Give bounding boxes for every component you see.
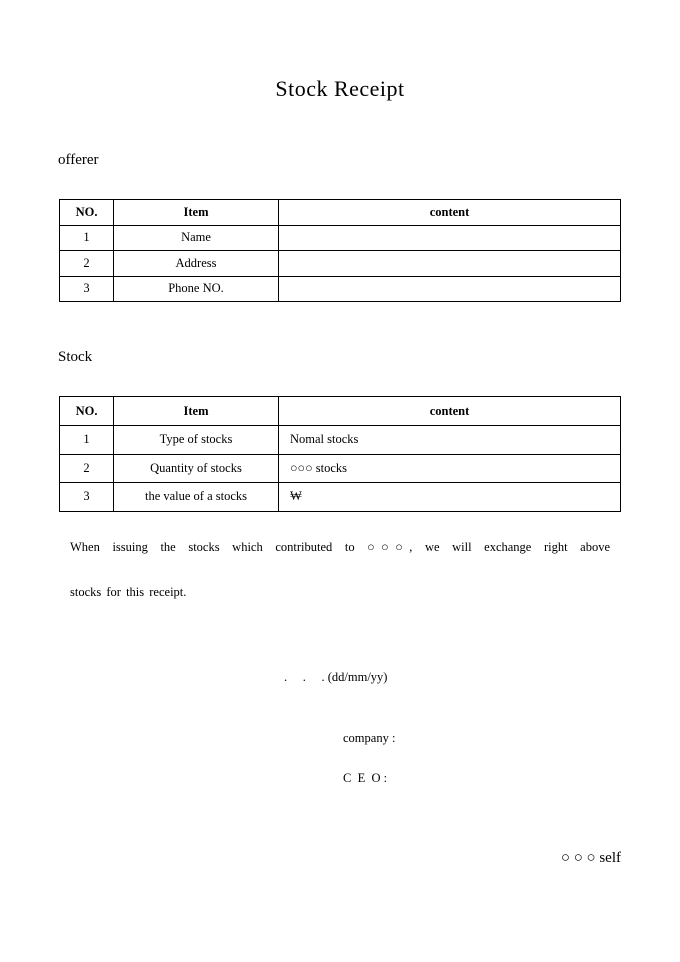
row-number: 3: [60, 276, 114, 302]
row-number: 1: [60, 426, 114, 455]
row-number: 3: [60, 483, 114, 512]
statement-text-line-1: When issuing the stocks which contributed to ○○○, we will exchange right above: [70, 540, 610, 554]
row-item: Name: [114, 225, 279, 251]
table-row: [60, 251, 621, 277]
phone-value-cell[interactable]: [279, 276, 621, 302]
date-line: . . . (dd/mm/yy): [284, 670, 388, 684]
row-item: Address: [114, 251, 279, 277]
table-row: [60, 454, 621, 483]
stock-table: [59, 396, 621, 512]
stock-heading: Stock: [58, 349, 93, 365]
row-item: the value of a stocks: [114, 483, 279, 512]
stock-type-value-cell[interactable]: Nomal stocks: [279, 426, 621, 455]
column-header-item: Item: [114, 397, 279, 426]
column-header-no: NO.: [60, 200, 114, 226]
table-header-row: [60, 200, 621, 226]
column-header-no: NO.: [60, 397, 114, 426]
column-header-content: content: [279, 397, 621, 426]
table-row: [60, 426, 621, 455]
table-row: [60, 276, 621, 302]
row-number: 2: [60, 454, 114, 483]
table-row: [60, 225, 621, 251]
signature-self-line: ○ ○ ○ self: [560, 850, 621, 866]
column-header-content: content: [279, 200, 621, 226]
table-header-row: [60, 397, 621, 426]
row-number: 2: [60, 251, 114, 277]
offerer-heading: offerer: [58, 152, 99, 168]
row-item: Phone NO.: [114, 276, 279, 302]
name-value-cell[interactable]: [279, 225, 621, 251]
statement-text-line-2: stocks for this receipt.: [70, 585, 187, 599]
offerer-table: [59, 199, 621, 302]
ceo-label: C E O :: [343, 771, 388, 785]
table-row: [60, 483, 621, 512]
column-header-item: Item: [114, 200, 279, 226]
company-label: company :: [343, 731, 396, 745]
row-item: Quantity of stocks: [114, 454, 279, 483]
stock-quantity-value-cell[interactable]: ○○○ stocks: [279, 454, 621, 483]
address-value-cell[interactable]: [279, 251, 621, 277]
stock-value-value-cell[interactable]: ₩: [279, 483, 621, 512]
page-title: Stock Receipt: [275, 76, 405, 101]
row-number: 1: [60, 225, 114, 251]
row-item: Type of stocks: [114, 426, 279, 455]
